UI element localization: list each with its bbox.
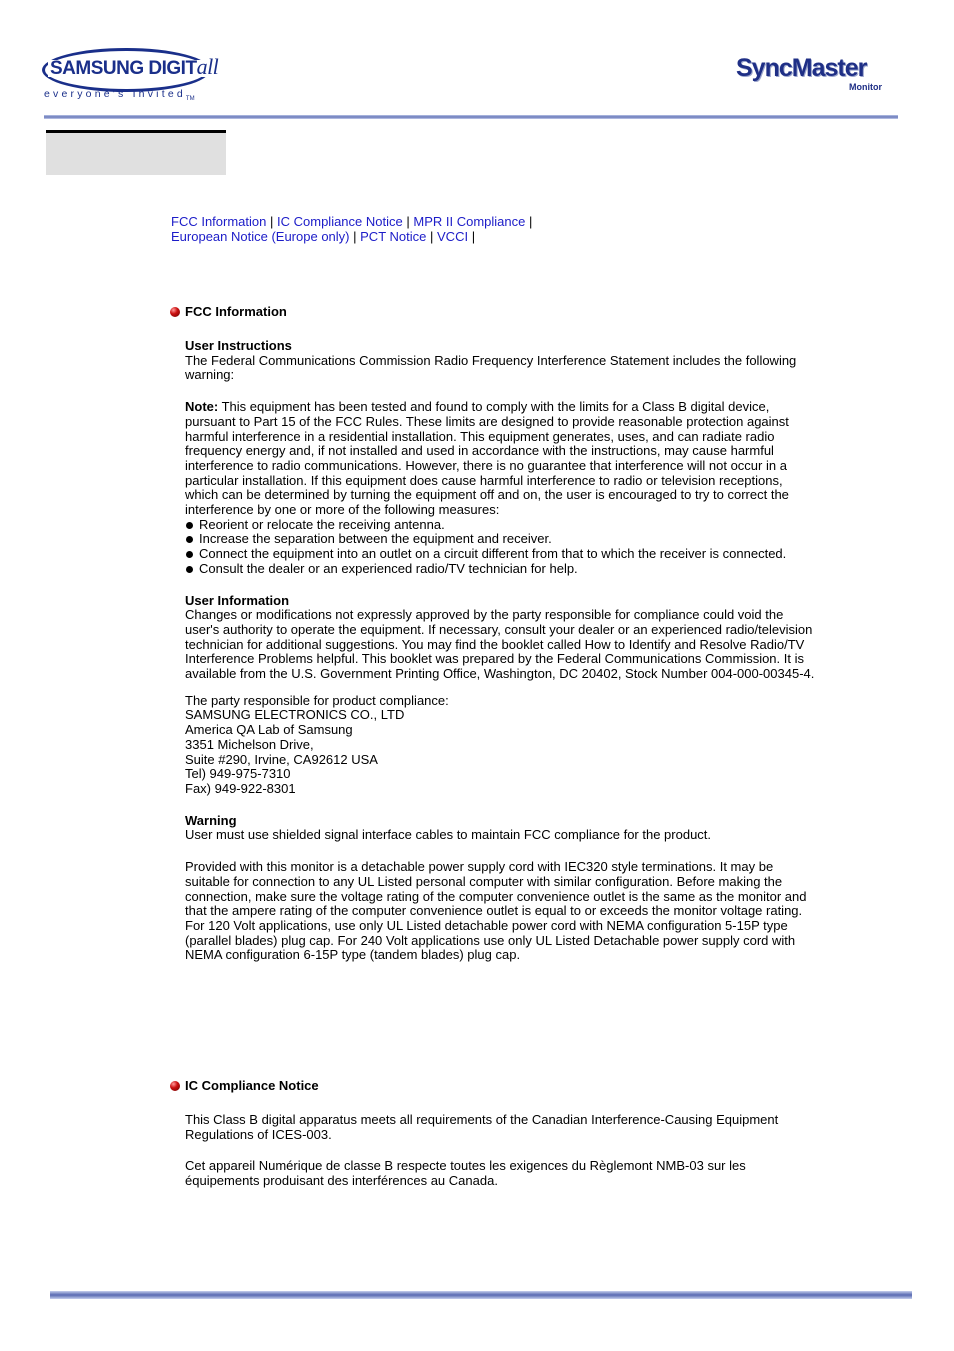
nav-row-2 [171,230,532,245]
samsung-digitall-logo [42,46,222,102]
red-ball-bullet-icon [170,1081,180,1091]
party-line: The party responsible for product compliance: [185,692,449,708]
voltage-text: For 120 Volt applications, use only UL Listed detachable power cord with NEMA configuration 5-15P type (parallel blades) plug cap. For 240 Volt applications use only UL Listed Detachable power supply cord with NEMA configuration 6-15P type (tandem blades) plug cap. [185,917,796,963]
syncmaster-logo [736,54,896,94]
ic-section-heading: IC Compliance Notice [170,1079,319,1094]
fcc-section-body [185,339,815,963]
nav-link-ic[interactable]: IC Compliance Notice [277,214,403,229]
nav-row-1 [171,215,532,230]
syncmaster-sub: Monitor [849,82,882,92]
ic-text-french: Cet appareil Numérique de classe B respecte toutes les exigences du Règlemont NMB-03 sur les équipements produisant des interférences au Canada. [185,1158,746,1189]
power-cord-text: Provided with this monitor is a detachable power supply cord with IEC320 style terminations. It may be suitable for connection to any UL Listed personal computer with similar configuration. Before making the connection, make sure the voltage rating of the computer convenience outlet is the same as the monitor and that the ampere rating of the computer convenience outlet is equal to or exceeds the monitor voltage rating. [185,859,807,919]
user-instructions-heading: User Instructions [185,338,292,353]
user-information-heading: User Information [185,592,290,608]
warning-heading: Warning [185,812,237,828]
party-line: 3351 Michelson Drive, [185,736,314,752]
logo-brand-text: SAMSUNG DIGITall [50,54,219,79]
page-header [0,0,954,130]
nav-separator: | [471,228,476,244]
party-line: SAMSUNG ELECTRONICS CO., LTD [185,707,405,723]
note-paragraph: Note: This equipment has been tested and found to comply with the limits for a Class B digital device, pursuant to Part 15 of the FCC Rules. These limits are designed to provide reasonable protection against harmful interference in a residential installation. This equipment generates, uses, and can radiate radio frequency energy and, if not installed and used in accordance with the instructions, may cause harmful interference to radio communications. However, there is no guarantee that interference will not occur in a particular installation. If this equipment does cause harmful interference to radio or television receptions, which can be determined by turning the equipment off and on, the user is encouraged to try to correct the interference by one or more of the following measures: [185,399,789,518]
list-item: Reorient or relocate the receiving antenna. [185,518,815,533]
user-instructions-text: The Federal Communications Commission Radio Frequency Interference Statement includes the following warning: [185,352,797,383]
fcc-section-heading: FCC Information [170,305,287,320]
nav-separator: | [430,228,434,244]
header-divider [44,115,898,119]
nav-link-pct[interactable]: PCT Notice [360,228,427,244]
logo-tagline: everyone's Invited$_{TM}$ [44,88,195,103]
nav-link-fcc[interactable]: FCC Information [171,214,267,229]
warning-text: User must use shielded signal interface cables to maintain FCC compliance for the product. [185,827,712,843]
nav-separator: | [353,228,357,244]
syncmaster-name: SyncMaster [736,54,867,82]
nav-separator: | [406,214,410,229]
list-item: Increase the separation between the equipment and receiver. [185,532,815,547]
title-box-bar [46,130,226,133]
nav-separator: | [528,214,533,229]
red-ball-bullet-icon [170,307,180,317]
party-line: Tel) 949-975-7310 [185,766,291,782]
section-nav [171,215,532,244]
list-item: Connect the equipment into an outlet on a circuit different from that to which the receiver is connected. [185,547,815,562]
party-line: Fax) 949-922-8301 [185,780,296,796]
party-line: America QA Lab of Samsung [185,722,353,738]
party-line: Suite #290, Irvine, CA92612 USA [185,751,378,767]
title-box [46,130,226,175]
footer-divider [50,1291,912,1299]
measures-list [185,518,815,577]
nav-link-vcci[interactable]: VCCI [437,228,469,244]
ic-text-english: This Class B digital apparatus meets all requirements of the Canadian Interference-Causing Equipment Regulations of ICES-003. [185,1112,779,1142]
ic-section-body [185,1113,815,1189]
list-item: Consult the dealer or an experienced radio/TV technician for help. [185,562,815,577]
nav-separator: | [270,214,274,229]
nav-link-mpr[interactable]: MPR II Compliance [413,214,526,229]
user-information-text: Changes or modifications not expressly approved by the party responsible for compliance could void the user's authority to operate the equipment. If necessary, consult your dealer or an experienced radio/television technician for additional suggestions. You may find the booklet called How to Identify and Resolve Radio/TV Interference Problems helpful. This booklet was prepared by the Federal Communications Commission. It is available from the U.S. Government Printing Office, Washington, DC 20402, Stock Number 004-000-00345-4. [185,607,815,682]
responsible-party-block [185,694,815,797]
nav-link-european[interactable]: European Notice (Europe only) [171,228,350,244]
